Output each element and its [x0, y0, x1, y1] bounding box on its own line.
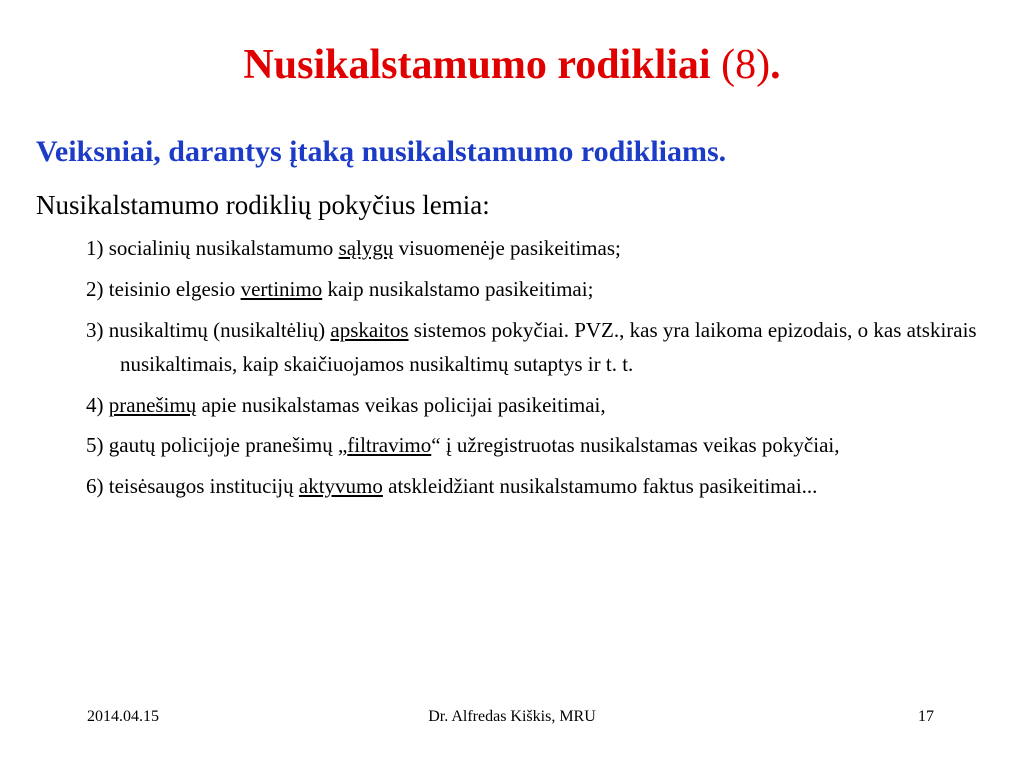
- item-text-before: 3) nusikaltimų (nusikaltėlių): [86, 317, 331, 342]
- item-underlined-term: filtravimo: [347, 433, 432, 457]
- item-text-after: apie nusikalstamas veikas policijai pasikeitimai,: [196, 392, 606, 417]
- title-dot: .: [770, 42, 781, 88]
- item-text-after: kaip nusikalstamo pasikeitimai;: [322, 277, 594, 301]
- item-text-before: 2) teisinio elgesio: [86, 277, 241, 301]
- item-text-before: 4): [86, 392, 109, 417]
- footer-author: Dr. Alfredas Kiškis, MRU: [428, 708, 596, 725]
- list-item: [86, 230, 1006, 266]
- title-main: Nusikalstamumo rodikliai: [243, 42, 711, 88]
- item-text-after: visuomenėje pasikeitimas;: [393, 236, 621, 260]
- item-underlined-term: apskaitos: [330, 317, 409, 342]
- list-item: [86, 428, 1006, 463]
- list-item: [86, 313, 1006, 382]
- item-text-after: “ į užregistruotas nusikalstamas veikas pokyčiai,: [431, 433, 840, 457]
- list-item: [86, 469, 1006, 504]
- item-underlined-term: vertinimo: [240, 277, 323, 301]
- item-underlined-term: sąlygų: [338, 236, 394, 260]
- slide-subtitle: Veiksniai, darantys įtaką nusikalstamumo rodikliams.: [36, 135, 727, 168]
- footer-date: 2014.04.15: [87, 708, 159, 725]
- page-number: 17: [918, 708, 934, 725]
- item-text-before: 6) teisėsaugos institucijų: [86, 473, 299, 498]
- title-number: (8): [710, 42, 771, 88]
- item-underlined-term: pranešimų: [108, 392, 197, 417]
- intro-text: Nusikalstamumo rodiklių pokyčius lemia:: [36, 190, 490, 220]
- list-item: [86, 388, 1006, 423]
- item-text-after: atskleidžiant nusikalstamumo faktus pasikeitimai...: [382, 473, 818, 498]
- list-item: [86, 272, 1006, 307]
- item-text-after: sistemos pokyčiai. PVZ., kas yra laikoma epizodais, o kas atskirais nusikaltimais, kaip skaičiuojamos nusikaltimų sutaptys ir t. t.: [120, 317, 977, 376]
- item-text-before: 1) socialinių nusikalstamumo: [86, 236, 339, 260]
- slide-title: [0, 38, 1024, 92]
- factors-list: [86, 230, 1006, 509]
- item-text-before: 5) gautų policijoje pranešimų „: [86, 433, 348, 457]
- item-underlined-term: aktyvumo: [298, 473, 383, 498]
